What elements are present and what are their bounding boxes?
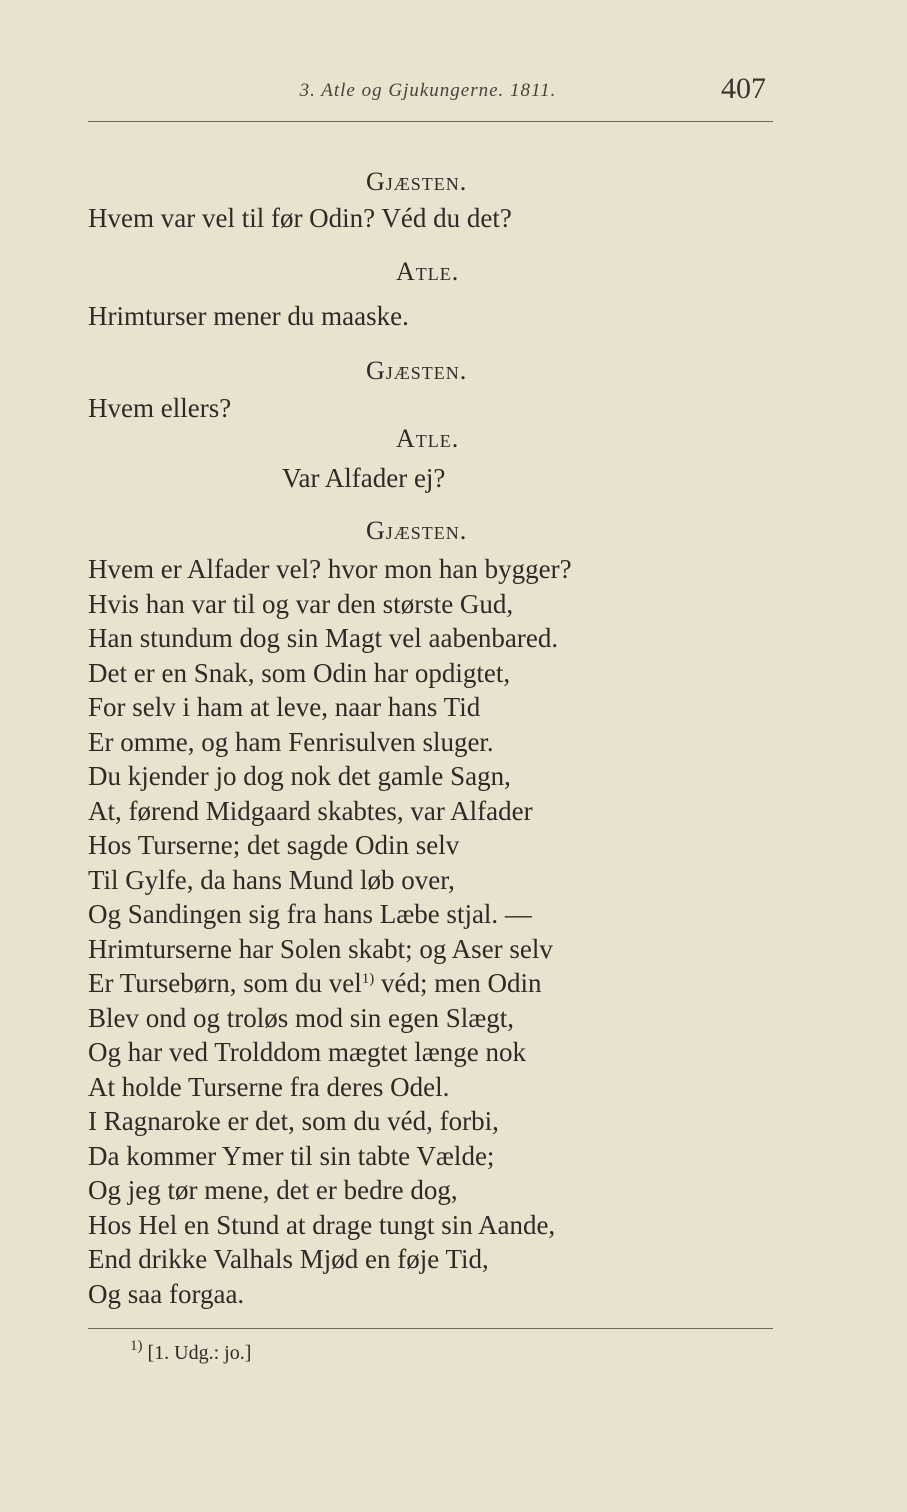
verse-line: Da kommer Ymer til sin tabte Vælde; [88, 1141, 495, 1171]
verse-line: Hrimturser mener du maaske. [88, 301, 409, 331]
verse-line: For selv i ham at leve, naar hans Tid [88, 692, 481, 722]
verse-text: Er Tursebørn, som du vel [88, 968, 362, 998]
verse-line: Og saa forgaa. [88, 1279, 245, 1309]
verse-line: Hvem ellers? [88, 393, 232, 423]
footnote-marker: 1) [361, 971, 375, 987]
verse-line: Hvis han var til og var den største Gud, [88, 589, 514, 619]
verse-line: I Ragnaroke er det, som du véd, forbi, [88, 1106, 499, 1136]
verse-line: Han stundum dog sin Magt vel aabenbared. [88, 623, 559, 653]
speaker-label: Atle. [396, 424, 460, 453]
verse-line: Det er en Snak, som Odin har opdigtet, [88, 658, 511, 688]
verse-line: End drikke Valhals Mjød en føje Tid, [88, 1244, 489, 1274]
verse-line: Var Alfader ej? [282, 463, 446, 493]
verse-line: Er omme, og ham Fenrisulven sluger. [88, 727, 494, 757]
verse-line: Du kjender jo dog nok det gamle Sagn, [88, 761, 511, 791]
verse-line: Og jeg tør mene, det er bedre dog, [88, 1175, 458, 1205]
footnote-text: [1. Udg.: jo.] [142, 1342, 252, 1364]
verse-line: At holde Turserne fra deres Odel. [88, 1072, 450, 1102]
speaker-label: Gjæsten. [366, 356, 468, 385]
speaker-label: Atle. [396, 257, 460, 286]
verse-text: véd; men Odin [374, 968, 542, 998]
verse-line: Hvem er Alfader vel? hvor mon han bygger? [88, 554, 572, 584]
verse-line: Og Sandingen sig fra hans Læbe stjal. — [88, 899, 532, 929]
footnote-rule [88, 1328, 773, 1329]
verse-line: Hvem var vel til før Odin? Véd du det? [88, 203, 512, 233]
verse-line: Hos Turserne; det sagde Odin selv [88, 830, 460, 860]
verse-line: Og har ved Trolddom mægtet længe nok [88, 1037, 526, 1067]
page-number: 407 [721, 72, 766, 105]
footnote [130, 1338, 252, 1365]
verse-line: Hos Hel en Stund at drage tungt sin Aande, [88, 1210, 556, 1240]
verse-line: At, førend Midgaard skabtes, var Alfader [88, 796, 533, 826]
footnote-mark: 1) [130, 1338, 143, 1354]
running-head [88, 72, 768, 116]
verse-line: Hrimturserne har Solen skabt; og Aser selv [88, 934, 553, 964]
verse-line: Blev ond og troløs mod sin egen Slægt, [88, 1003, 515, 1033]
header-rule [88, 121, 773, 122]
speaker-label: Gjæsten. [366, 516, 468, 545]
speaker-label: Gjæsten. [366, 167, 468, 196]
verse-line: Til Gylfe, da hans Mund løb over, [88, 865, 455, 895]
verse-line [88, 967, 542, 999]
running-title: 3. Atle og Gjukungerne. 1811. [299, 80, 557, 101]
